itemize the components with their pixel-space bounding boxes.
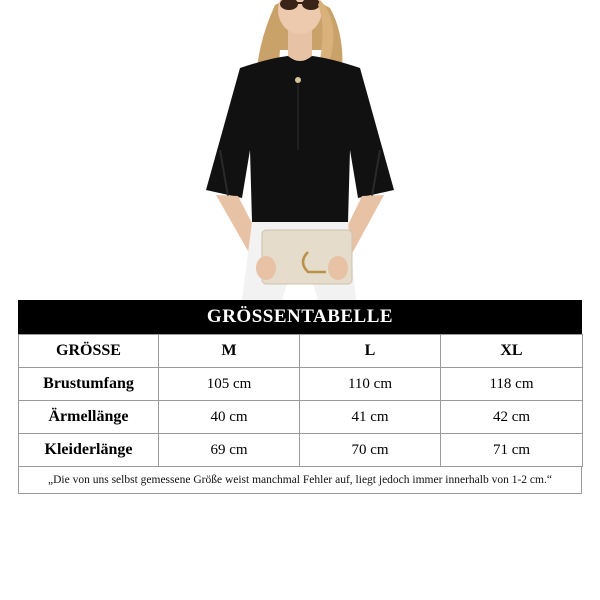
- table-cell: 110 cm: [300, 368, 441, 401]
- table-cell: 71 cm: [441, 434, 583, 467]
- table-row: [19, 434, 583, 467]
- row-label-bust: Brustumfang: [19, 368, 159, 401]
- table-cell: 70 cm: [300, 434, 441, 467]
- column-header-l: L: [300, 335, 441, 368]
- column-header-m: M: [159, 335, 300, 368]
- row-label-length: Kleiderlänge: [19, 434, 159, 467]
- column-header-size: GRÖSSE: [19, 335, 159, 368]
- product-photo: [180, 0, 420, 300]
- table-cell: 40 cm: [159, 401, 300, 434]
- table-row: [19, 368, 583, 401]
- table-row: [19, 401, 583, 434]
- size-table: [18, 334, 583, 467]
- measurement-note: „Die von uns selbst gemessene Größe weist manchmal Fehler auf, liegt jedoch immer innerhalb von 1-2 cm.“: [18, 467, 582, 494]
- table-cell: 42 cm: [441, 401, 583, 434]
- chart-title: GRÖSSENTABELLE: [18, 300, 582, 334]
- table-cell: 105 cm: [159, 368, 300, 401]
- column-header-xl: XL: [441, 335, 583, 368]
- size-chart: [18, 300, 582, 494]
- table-cell: 118 cm: [441, 368, 583, 401]
- row-label-sleeve: Ärmellänge: [19, 401, 159, 434]
- header-row: [19, 335, 583, 368]
- table-cell: 69 cm: [159, 434, 300, 467]
- table-cell: 41 cm: [300, 401, 441, 434]
